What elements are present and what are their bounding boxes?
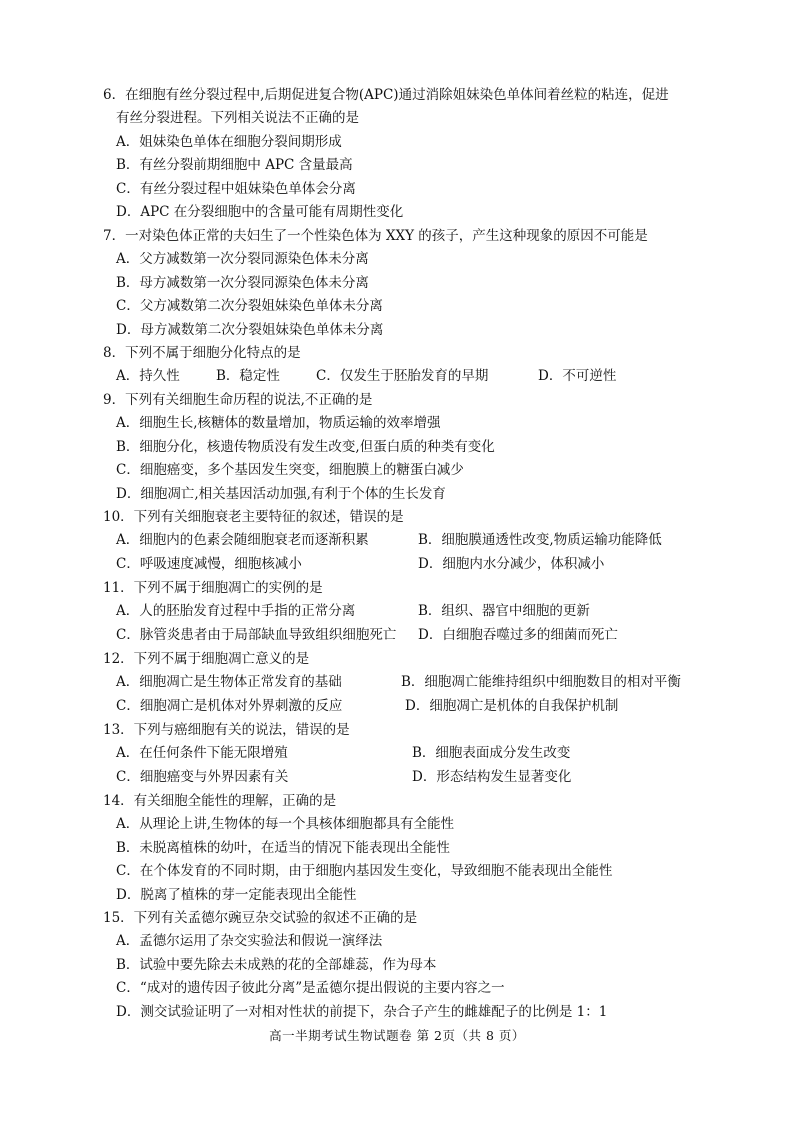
- option-c: C．仅发生于胚胎发育的早期: [316, 368, 489, 384]
- option-a: A．人的胚胎发育过程中手指的正常分离: [116, 603, 356, 619]
- option-b: B．组织、器官中细胞的更新: [418, 603, 590, 619]
- option-c: C．有丝分裂过程中姐妹染色单体会分离: [116, 181, 356, 197]
- option-a: A．细胞生长,核糖体的数量增加，物质运输的效率增强: [116, 415, 441, 431]
- option-d: D．细胞凋亡是机体的自我保护机制: [405, 698, 619, 714]
- question-stem: 8．下列不属于细胞分化特点的是: [103, 345, 301, 361]
- question-stem-cont: 有丝分裂进程。下列相关说法不正确的是: [116, 110, 359, 126]
- option-c: C．细胞凋亡是机体对外界刺激的反应: [116, 698, 343, 714]
- option-c: C．脉管炎患者由于局部缺血导致组织细胞死亡: [116, 627, 397, 643]
- question-stem: 7．一对染色体正常的夫妇生了一个性染色体为 XXY 的孩子，产生这种现象的原因不可能是: [103, 228, 648, 244]
- option-b: B．稳定性: [216, 368, 280, 384]
- question-stem: 12．下列不属于细胞凋亡意义的是: [103, 651, 310, 667]
- option-d: D．母方减数第二次分裂姐妹染色单体未分离: [116, 322, 384, 338]
- option-d: D．脱离了植株的芽一定能表现出全能性: [116, 887, 357, 903]
- question-stem: 6．在细胞有丝分裂过程中,后期促进复合物(APC)通过消除姐妹染色单体间着丝粒的粘连，促进: [103, 87, 669, 103]
- option-b: B．未脱离植株的幼叶，在适当的情况下能表现出全能性: [116, 840, 450, 856]
- question-stem: 11．下列不属于细胞凋亡的实例的是: [103, 580, 323, 596]
- option-b: B．细胞表面成分发生改变: [412, 745, 571, 761]
- page-footer: 高一半期考试生物试题卷 第 2页（共 8 页）: [269, 1028, 525, 1043]
- option-a: A．姐妹染色单体在细胞分裂间期形成: [116, 134, 342, 150]
- option-b: B．细胞分化，核遗传物质没有发生改变,但蛋白质的种类有变化: [116, 439, 495, 455]
- option-b: B．试验中要先除去未成熟的花的全部雄蕊，作为母本: [116, 957, 437, 973]
- option-c: C．呼吸速度减慢，细胞核减小: [116, 556, 302, 572]
- option-c: C．“成对的遗传因子彼此分离”是孟德尔提出假说的主要内容之一: [116, 980, 505, 996]
- option-d: D．形态结构发生显著变化: [412, 769, 572, 785]
- option-d: D．细胞内水分减少，体积减小: [418, 556, 605, 572]
- option-b: B．母方减数第一次分裂同源染色体未分离: [116, 275, 369, 291]
- option-d: D．测交试验证明了一对相对性状的前提下，杂合子产生的雌雄配子的比例是 1：1: [116, 1004, 608, 1020]
- option-d: D．细胞凋亡,相关基因活动加强,有利于个体的生长发育: [116, 486, 446, 502]
- option-d: D．不可逆性: [538, 368, 617, 384]
- question-stem: 10．下列有关细胞衰老主要特征的叙述，错误的是: [103, 509, 404, 525]
- option-c: C．父方减数第二次分裂姐妹染色单体未分离: [116, 298, 383, 314]
- option-a: A．细胞凋亡是生物体正常发育的基础: [116, 674, 342, 690]
- option-a: A．细胞内的色素会随细胞衰老而逐渐积累: [116, 532, 369, 548]
- option-b: B．细胞凋亡能维持组织中细胞数目的相对平衡: [401, 674, 681, 690]
- option-a: A．父方减数第一次分裂同源染色体未分离: [116, 251, 369, 267]
- option-a: A．在任何条件下能无限增殖: [116, 745, 288, 761]
- option-c: C．细胞癌变，多个基因发生突变，细胞膜上的糖蛋白减少: [116, 462, 464, 478]
- option-b: B．有丝分裂前期细胞中 APC 含量最高: [116, 157, 353, 173]
- option-d: D．APC 在分裂细胞中的含量可能有周期性变化: [116, 204, 404, 220]
- option-a: A．孟德尔运用了杂交实验法和假说一演绎法: [116, 933, 383, 949]
- option-b: B．细胞膜通透性改变,物质运输功能降低: [418, 532, 662, 548]
- option-c: C．细胞癌变与外界因素有关: [116, 769, 289, 785]
- option-d: D．白细胞吞噬过多的细菌而死亡: [418, 627, 618, 643]
- option-a: A．持久性: [116, 368, 180, 384]
- question-stem: 14．有关细胞全能性的理解，正确的是: [103, 793, 337, 809]
- option-a: A．从理论上讲,生物体的每一个具核体细胞都具有全能性: [116, 816, 455, 832]
- option-c: C．在个体发育的不同时期，由于细胞内基因发生变化，导致细胞不能表现出全能性: [116, 863, 613, 879]
- question-stem: 13．下列与癌细胞有关的说法，错误的是: [103, 722, 350, 738]
- question-stem: 15．下列有关孟德尔豌豆杂交试验的叙述不正确的是: [103, 910, 418, 926]
- question-stem: 9．下列有关细胞生命历程的说法,不正确的是: [103, 392, 373, 408]
